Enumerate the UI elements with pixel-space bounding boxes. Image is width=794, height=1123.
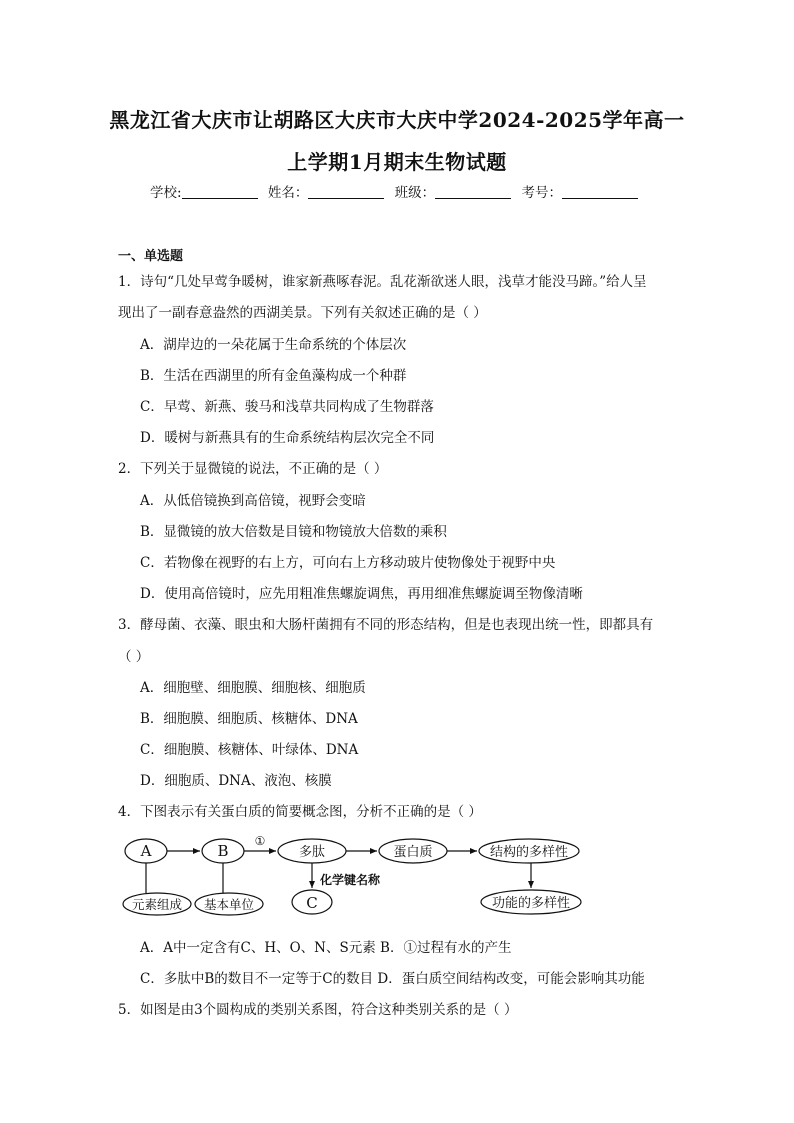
q3-stem-line-2: （ ） xyxy=(118,649,150,665)
q5-stem: 5．如图是由3个圆构成的类别关系图，符合这种类别关系的是（ ） xyxy=(118,1002,518,1018)
q3-option-c[interactable]: C．细胞膜、核糖体、叶绿体、DNA xyxy=(140,742,359,758)
node-peptide-label: 多肽 xyxy=(298,845,326,860)
node-c-label: C xyxy=(306,894,318,912)
q1-option-b[interactable]: B．生活在西湖里的所有金鱼藻构成一个种群 xyxy=(140,368,407,384)
node-unit-label: 基本单位 xyxy=(203,897,255,912)
q1-option-a[interactable]: A．湖岸边的一朵花属于生命系统的个体层次 xyxy=(140,337,407,353)
node-b-label: B xyxy=(217,842,229,860)
q1-stem-line-1: 1．诗句“几处早莺争暖树，谁家新燕啄春泥。乱花渐欲迷人眼，浅草才能没马蹄。”给人呈 xyxy=(118,274,647,290)
q2-option-d[interactable]: D．使用高倍镜时，应先用粗准焦螺旋调焦，再用细准焦螺旋调至物像清晰 xyxy=(140,586,583,602)
q3-option-d[interactable]: D．细胞质、DNA、液泡、核膜 xyxy=(140,773,332,789)
node-elements-label: 元素组成 xyxy=(131,897,183,912)
q3-option-b[interactable]: B．细胞膜、细胞质、核糖体、DNA xyxy=(140,711,358,727)
node-function-label: 功能的多样性 xyxy=(491,896,571,911)
q4-options-cd[interactable]: C．多肽中B的数目不一定等于C的数目 D．蛋白质空间结构改变，可能会影响其功能 xyxy=(140,971,645,987)
q4-options-ab[interactable]: A．A中一定含有C、H、O、N、S元素 B．①过程有水的产生 xyxy=(140,940,512,956)
exam-title-line-2: 上学期1月期末生物试题 xyxy=(287,150,507,174)
bond-name-label: 化学键名称 xyxy=(319,873,381,887)
q2-option-a[interactable]: A．从低倍镜换到高倍镜，视野会变暗 xyxy=(140,493,366,509)
exam-title-line-1: 黑龙江省大庆市让胡路区大庆市大庆中学2024-2025学年高一 xyxy=(109,108,685,132)
q3-option-a[interactable]: A．细胞壁、细胞膜、细胞核、细胞质 xyxy=(140,680,366,696)
section-heading: 一、单选题 xyxy=(118,249,184,264)
q1-option-d[interactable]: D．暖树与新燕具有的生命系统结构层次完全不同 xyxy=(140,430,435,446)
q2-option-c[interactable]: C．若物像在视野的右上方，可向右上方移动玻片使物像处于视野中央 xyxy=(140,555,556,571)
school-label: 学校: xyxy=(150,185,182,201)
q3-stem-line-1: 3．酵母菌、衣藻、眼虫和大肠杆菌拥有不同的形态结构，但是也表现出统一性，即都具有 xyxy=(118,617,654,633)
exam-number-label: 考号： xyxy=(521,185,562,201)
q4-stem: 4．下图表示有关蛋白质的简要概念图，分析不正确的是（ ） xyxy=(118,804,482,820)
node-protein-label: 蛋白质 xyxy=(393,845,433,860)
class-label: 班级： xyxy=(394,185,436,201)
node-a-label: A xyxy=(140,842,152,860)
q2-option-b[interactable]: B．显微镜的放大倍数是目镜和物镜放大倍数的乘积 xyxy=(140,524,447,540)
q1-stem-line-2: 现出了一副春意盎然的西湖美景。下列有关叙述正确的是（ ） xyxy=(118,305,487,321)
q1-option-c[interactable]: C．早莺、新燕、骏马和浅草共同构成了生物群落 xyxy=(140,399,434,415)
q2-stem: 2．下列关于显微镜的说法，不正确的是（ ） xyxy=(118,461,388,477)
node-structure-label: 结构的多样性 xyxy=(489,845,569,860)
step-1-label: ① xyxy=(254,834,266,848)
name-label: 姓名： xyxy=(267,185,309,201)
